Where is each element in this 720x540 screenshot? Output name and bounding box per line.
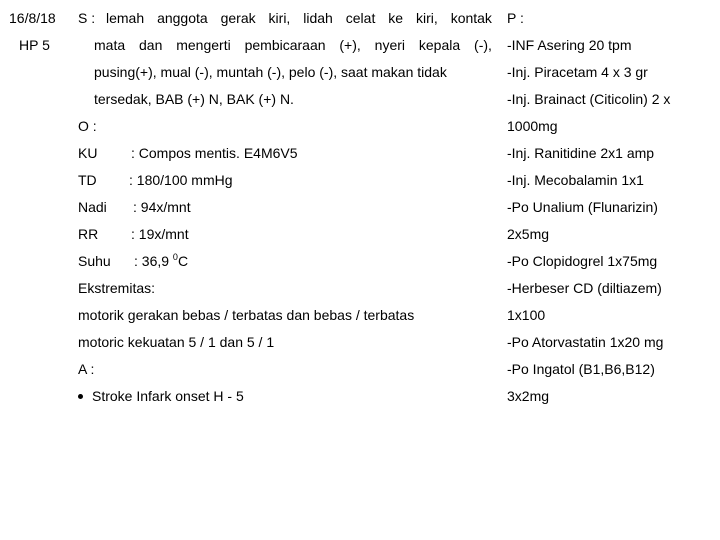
extremitas-label: Ekstremitas: <box>78 280 156 296</box>
subjective-line-1: lemah anggota gerak kiri, lidah celat ke kiri, kontak <box>106 10 492 26</box>
plan-line: -Inj. Brainact (Citicolin) 2 x <box>507 91 671 107</box>
vital-value-nadi: : 94x/mnt <box>133 199 191 215</box>
plan-label: P : <box>507 10 524 26</box>
motoric-kekuatan: motoric kekuatan 5 / 1 dan 5 / 1 <box>78 334 275 350</box>
plan-line: -Inj. Ranitidine 2x1 amp <box>507 145 655 161</box>
vital-name-suhu: Suhu <box>78 253 111 269</box>
plan-line: 1000mg <box>507 118 558 134</box>
plan-line: -Inj. Piracetam 4 x 3 gr <box>507 64 648 80</box>
vital-value-rr: : 19x/mnt <box>131 226 189 242</box>
vital-name-ku: KU <box>78 145 98 161</box>
objective-label: O : <box>78 118 97 134</box>
plan-line: -INF Asering 20 tpm <box>507 37 632 53</box>
vital-name-rr: RR <box>78 226 99 242</box>
visit-date: 16/8/18 <box>9 10 56 26</box>
hospital-day: HP 5 <box>19 37 50 53</box>
vital-name-td: TD <box>78 172 97 188</box>
subjective-line-2: mata dan mengerti pembicaraan (+), nyeri kepala (-), <box>94 37 492 53</box>
plan-line: -Herbeser CD (diltiazem) <box>507 280 662 296</box>
assessment-label: A : <box>78 361 95 377</box>
plan-line: -Inj. Mecobalamin 1x1 <box>507 172 644 188</box>
plan-line: -Po Clopidogrel 1x75mg <box>507 253 658 269</box>
plan-line: -Po Ingatol (B1,B6,B12) <box>507 361 655 377</box>
vital-name-nadi: Nadi <box>78 199 107 215</box>
plan-line: 3x2mg <box>507 388 550 404</box>
plan-line: -Po Atorvastatin 1x20 mg <box>507 334 664 350</box>
vital-value-suhu: : 36,9 $^0$C <box>134 252 189 269</box>
plan-line: 2x5mg <box>507 226 550 242</box>
plan-line: -Po Unalium (Flunarizin) <box>507 199 658 215</box>
plan-line: 1x100 <box>507 307 546 323</box>
assessment-item: Stroke Infark onset H - 5 <box>78 388 244 404</box>
vital-value-td: : 180/100 mmHg <box>129 172 233 188</box>
subjective-label: S : <box>78 10 96 26</box>
subjective-line-4: tersedak, BAB (+) N, BAK (+) N. <box>94 91 294 107</box>
motorik-gerakan: motorik gerakan bebas / terbatas dan bebas / terbatas <box>78 307 415 323</box>
vital-value-ku: : Compos mentis. E4M6V5 <box>131 145 298 161</box>
subjective-line-3: pusing(+), mual (-), muntah (-), pelo (-), saat makan tidak <box>94 64 447 80</box>
bullet-icon <box>78 394 83 399</box>
